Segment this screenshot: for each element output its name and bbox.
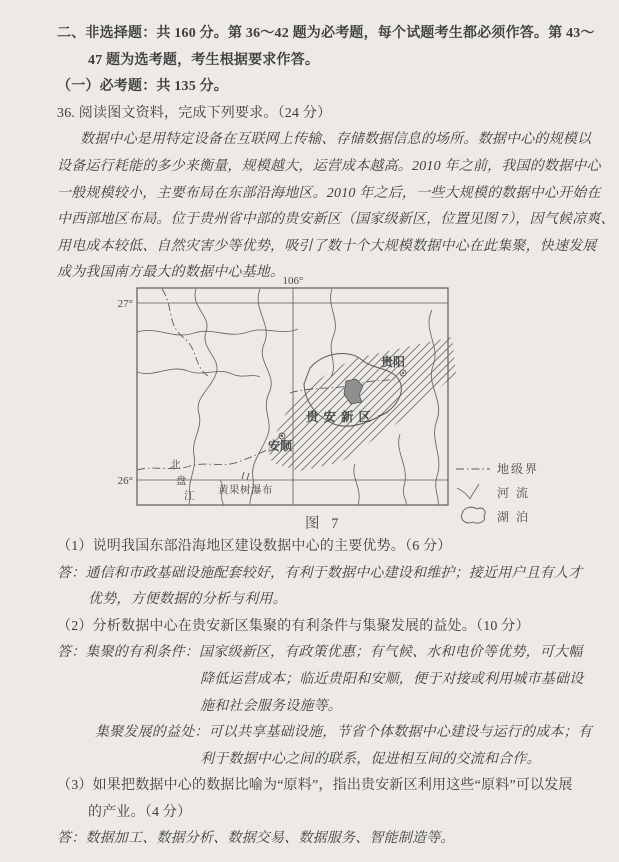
passage-line: 数据中心是用特定设备在互联网上传输、存储数据信息的场所。数据中心的规模以 — [80, 132, 592, 148]
city-anshun-label: 安顺 — [268, 438, 293, 453]
answer-1-line: 优势，方便数据的分析与利用。 — [88, 592, 287, 608]
passage-line: 设备运行耗能的多少来衡量，规模越大，运营成本越高。2010 年之前，我国的数据中心 — [57, 158, 601, 174]
question-1-line: （1）说明我国东部沿海地区建设数据中心的主要优势。（6 分） — [57, 538, 452, 554]
beipan-river-label-char2: 盘 — [176, 475, 187, 487]
answer-2-line: 降低运营成本；临近贵阳和安顺，便于对接或利用城市基础设 — [200, 671, 584, 687]
answer-2-line: 利于数据中心之间的联系，促进相互间的交流和合作。 — [200, 751, 541, 767]
city-marker-guiyang-dot — [402, 372, 404, 374]
question-3-line: 的产业。（4 分） — [88, 804, 192, 820]
beipan-river-label-char3: 江 — [184, 490, 195, 502]
river-path — [354, 464, 359, 505]
river-path — [429, 310, 439, 505]
subsection-heading: （一）必考题：共 135 分。 — [57, 79, 228, 95]
passage-line: 中西部地区布局。位于贵州省中部的贵安新区（国家级新区，位置见图 7），因气候凉爽、 — [57, 212, 615, 228]
beipan-river-label-char1: 北 — [170, 459, 181, 471]
river-path — [137, 369, 260, 377]
city-marker-anshun-dot — [281, 435, 283, 437]
river-path — [331, 289, 336, 377]
passage-line: 成为我国南方最大的数据中心基地。 — [57, 265, 285, 281]
river-path — [399, 434, 407, 505]
answer-2-line: 答：集聚的有利条件：国家级新区，有政策优惠；有气候、水和电价等优势，可大幅 — [57, 645, 583, 661]
new-area-label: 贵安新区 — [306, 409, 377, 424]
legend-boundary-label: 地级界 — [497, 461, 540, 476]
lat-label-27: 27° — [117, 297, 133, 310]
new-area-hatch — [268, 337, 456, 471]
legend-river-label: 河 流 — [497, 485, 531, 500]
passage-line: 用电成本较低、自然灾害少等优势，吸引了数十个大规模数据中心在此集聚，快速发展 — [57, 238, 597, 254]
boundary-path — [162, 289, 208, 376]
figure-7 — [100, 272, 619, 532]
river-path — [137, 329, 298, 335]
waterfall-label: 黄果树瀑布 — [218, 484, 273, 496]
answer-2-line: 集聚发展的益处：可以共享基础设施，节省个体数据中心建设与运行的成本；有 — [95, 725, 592, 741]
legend-lake-label: 湖 泊 — [497, 509, 531, 524]
answer-1-line: 答：通信和市政基础设施配套较好，有利于数据中心建设和维护；接近用户且有人才 — [57, 565, 583, 581]
question-2-line: （2）分析数据中心在贵安新区集聚的有利条件与集聚发展的益处。（10 分） — [57, 618, 530, 634]
river-path — [189, 289, 217, 505]
answer-2-line: 施和社会服务设施等。 — [200, 698, 342, 714]
answer-3-line: 答：数据加工、数据分析、数据交易、数据服务、智能制造等。 — [57, 831, 455, 847]
question-3-line: （3）如果把数据中心的数据比喻为“原料”，指出贵安新区利用这些“原料”可以发展 — [57, 778, 573, 794]
section-heading-line-1: 二、非选择题：共 160 分。第 36～42 题为必考题，每个试题考生都必须作答。第 43～ — [57, 26, 595, 41]
figure-caption: 图 7 — [305, 515, 343, 532]
waterfall-icon — [242, 472, 249, 480]
legend-lake-symbol — [462, 507, 485, 523]
question-36-title: 36. 阅读图文资料，完成下列要求。（24 分） — [57, 105, 332, 121]
lat-label-26: 26° — [117, 474, 133, 487]
lon-label-106: 106° — [282, 274, 304, 287]
boundary-path — [137, 448, 272, 470]
city-guiyang-label: 贵阳 — [381, 354, 406, 369]
passage-line: 一般规模较小，主要布局在东部沿海地区。2010 年之后，一些大规模的数据中心开始在 — [57, 185, 601, 201]
legend-river-symbol — [457, 484, 479, 499]
section-heading-line-2: 47 题为选考题，考生根据要求作答。 — [88, 52, 320, 68]
river-path — [250, 289, 271, 505]
map-figure — [100, 272, 560, 534]
